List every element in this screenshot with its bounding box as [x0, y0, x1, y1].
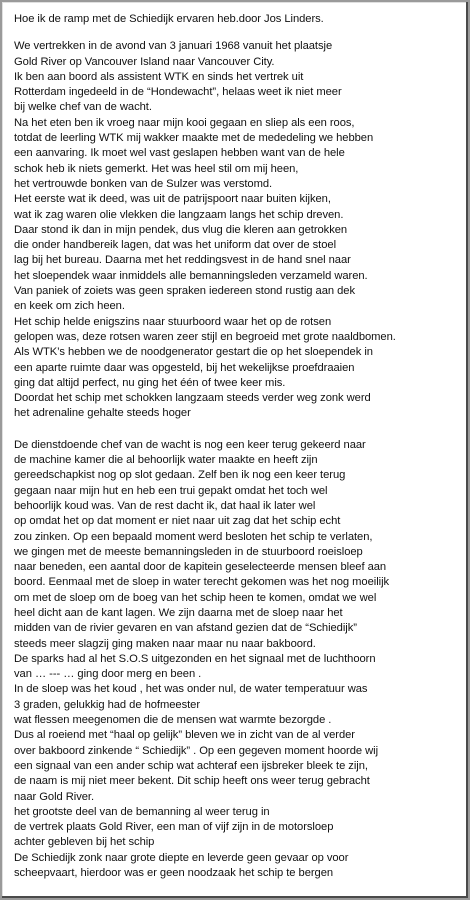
text-line: Als WTK’s hebben we de noodgenerator gestart die op het sloependek in	[14, 346, 373, 359]
text-line: en keek om zich heen.	[14, 300, 125, 313]
text-line: we gingen met de meeste bemanningsleden in de stuurboord roeisloep	[14, 545, 363, 558]
text-line: schok heb ik niets gemerkt. Het was heel stil om mij heen,	[14, 162, 299, 175]
text-line: steeds meer slagzij ging maken naar maar nu naar bakboord.	[14, 637, 316, 650]
text-line: gereedschapkist nog op slot gedaan. Zelf ben ik nog een keer terug	[14, 469, 346, 482]
text-line: lag bij het bureau. Daarna met het reddingsvest in de hand snel naar	[14, 254, 351, 267]
text-line: We vertrekken in de avond van 3 januari 1968 vanuit het plaatsje	[14, 40, 333, 53]
text-line: naar beneden, een aantal door de kapitein geselecteerde mensen bleef aan	[14, 561, 387, 574]
paragraph	[14, 438, 460, 882]
text-line: boord. Eenmaal met de sloep in water terecht gekomen was het nog moeilijk	[14, 576, 390, 589]
text-line: scheepvaart, hierdoor was er geen noodzaak het schip te bergen	[14, 867, 334, 880]
text-line: Dus al roeiend met “haal op gelijk” bleven we in zicht van de al verder	[14, 729, 355, 742]
text-line: het adrenaline gehalte steeds hoger	[14, 407, 191, 420]
text-line: wat ik zag waren olie vlekken die langzaam langs het schip dreven.	[14, 208, 344, 221]
text-line: het grootste deel van de bemanning al weer terug in	[14, 805, 270, 818]
text-line: het vertrouwde bonken van de Sulzer was verstomd.	[14, 177, 273, 190]
text-line: De dienstdoende chef van de wacht is nog een keer terug gekeerd naar	[14, 438, 366, 451]
text-line: Doordat het schip met schokken langzaam steeds verder weg zonk werd	[14, 392, 371, 405]
text-line: op omdat het op dat moment er niet naar uit zag dat het schip echt	[14, 515, 341, 528]
text-line: achter gebleven bij het schip	[14, 836, 155, 849]
text-line: gegaan naar mijn hut en heb een trui gepakt omdat het toch wel	[14, 484, 328, 497]
text-line: De Schiedijk zonk naar grote diepte en leverde geen gevaar op voor	[14, 851, 349, 864]
text-line: Het eerste wat ik deed, was uit de patrijspoort naar buiten kijken,	[14, 193, 331, 206]
document-body	[14, 12, 460, 881]
text-line: ging dat altijd perfect, nu ging het één of twee keer mis.	[14, 376, 286, 389]
text-line: zou zinken. Op een bepaald moment werd besloten het schip te verlaten,	[14, 530, 373, 543]
text-line: de vertrek plaats Gold River, een man of vijf zijn in de motorsloep	[14, 821, 334, 834]
text-line: heel dicht aan de kant lagen. We zijn daarna met de sloep naar het	[14, 606, 343, 619]
text-line: om met de sloep om de boeg van het schip heen te komen, omdat we wel	[14, 591, 377, 604]
text-line: totdat de leerling WTK mij wakker maakte met de mededeling we hebben	[14, 132, 374, 145]
text-line: die onder handbereik lagen, dat was het uniform dat over de stoel	[14, 239, 337, 252]
text-line: wat flessen meegenomen die de mensen wat warmte bezorgde .	[14, 714, 332, 727]
text-line: 3 graden, gelukkig had de hofmeester	[14, 698, 201, 711]
text-line: van … --- … ging door merg en been .	[14, 668, 202, 681]
text-line: naar Gold River.	[14, 790, 95, 803]
text-line: Van paniek of zoiets was geen spraken iedereen stond rustig aan dek	[14, 285, 355, 298]
text-line: Daar stond ik dan in mijn pendek, dus vlug die kleren aan getrokken	[14, 223, 348, 236]
document-title: Hoe ik de ramp met de Schiedijk ervaren heb.door Jos Linders.	[14, 13, 324, 25]
text-line: Gold River op Vancouver Island naar Vancouver City.	[14, 55, 275, 68]
text-line: een aanvaring. Ik moet wel vast geslapen hebben want van de hele	[14, 147, 345, 160]
text-line: over bakboord zinkende “ Schiedijk” . Op een gegeven moment hoorde wij	[14, 744, 379, 757]
text-line: de machine kamer die al behoorlijk water maakte en heeft zijn	[14, 454, 318, 467]
text-line: In de sloep was het koud , het was onder nul, de water temperatuur was	[14, 683, 368, 696]
text-line: de naam is mij niet meer bekent. Dit schip heeft ons weer terug gebracht	[14, 775, 370, 788]
paragraph	[14, 39, 460, 421]
text-line: Na het eten ben ik vroeg naar mijn kooi gegaan en sliep als een roos,	[14, 116, 355, 129]
text-line: Het schip helde enigszins naar stuurboord waar het op de rotsen	[14, 315, 332, 328]
text-line: bij welke chef van de wacht.	[14, 101, 152, 114]
text-line: een aparte ruimte daar was opgesteld, bij het wekelijkse proefdraaien	[14, 361, 355, 374]
text-line: behoorlijk koud was. Van de rest dacht ik, dat haal ik later wel	[14, 499, 316, 512]
paragraphs	[14, 39, 460, 881]
text-line: Rotterdam ingedeeld in de “Hondewacht”, helaas weet ik niet meer	[14, 86, 342, 99]
text-line: een signaal van een ander schip wat achteraf een ijsbreker bleek te zijn,	[14, 759, 368, 772]
text-line: midden van de rivier gevaren en van afstand gezien dat de “Schiedijk”	[14, 622, 357, 635]
text-line: De sparks had al het S.O.S uitgezonden en het signaal met de luchthoorn	[14, 652, 376, 665]
text-line: gelopen was, deze rotsen waren zeer stijl en begroeid met grote naaldbomen.	[14, 330, 396, 343]
text-line: het sloependek waar inmiddels alle bemanningsleden verzameld waren.	[14, 269, 368, 282]
text-line: Ik ben aan boord als assistent WTK en sinds het vertrek uit	[14, 70, 304, 83]
